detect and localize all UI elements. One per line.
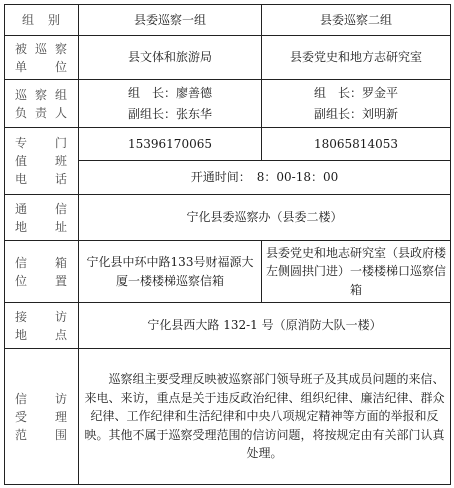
phone-row	[5, 128, 451, 161]
mail-address-value: 宁化县委巡察办（县委二楼）	[79, 195, 451, 241]
group1-mailbox: 宁化县中环中路133号财福源大厦一楼楼梯巡察信箱	[79, 241, 262, 303]
group1-name: 县委巡察一组	[79, 5, 262, 36]
group2-phone: 18065814053	[262, 128, 451, 161]
group2-leaders	[262, 80, 451, 128]
inspection-notice-table	[4, 4, 451, 485]
notice-container	[4, 4, 450, 484]
group1-leaders	[79, 80, 262, 128]
leaders-label: 巡察组 负责人	[5, 80, 79, 128]
group1-phone: 15396170065	[79, 128, 262, 161]
header-row	[5, 5, 451, 36]
phone-hours: 开通时间： 8：00-18：00	[79, 161, 451, 195]
scope-paragraph-2: 其他不属于巡察受理范围的信访问题，将按规定由有关部门认真处理。	[108, 427, 445, 461]
reception-value: 宁化县西大路 132-1 号（原消防大队一楼）	[79, 303, 451, 349]
inspected-unit-label: 被巡察 单 位	[5, 36, 79, 80]
group2-mailbox: 县委党史和地志研究室（县政府楼左侧圆拱门进）一楼楼梯口巡察信箱	[262, 241, 451, 303]
mailbox-row	[5, 241, 451, 303]
group1-inspected-unit: 县文体和旅游局	[79, 36, 262, 80]
scope-paragraph-1: 巡察组主要受理反映被巡察部门领导班子及其成员问题的来信、来电、来访，重点是关于违反政治纪律、组织纪律、廉洁纪律、群众纪律、工作纪律和生活纪律和中央八项规定精神等方面的举报和反映。	[84, 372, 445, 442]
group2-inspected-unit: 县委党史和地方志研究室	[262, 36, 451, 80]
group2-deputy-leader: 副组长：刘明新	[313, 106, 398, 121]
group2-name: 县委巡察二组	[262, 5, 451, 36]
reception-label: 接 访 地 点	[5, 303, 79, 349]
group2-leader: 组 长：罗金平	[313, 86, 398, 101]
inspected-unit-row	[5, 36, 451, 80]
scope-label: 信 访 受 理 范 围	[5, 349, 79, 485]
group1-leader: 组 长：廖善德	[127, 86, 212, 101]
group-label-cell: 组 别	[5, 5, 79, 36]
scope-row	[5, 349, 451, 485]
reception-row	[5, 303, 451, 349]
scope-text	[79, 349, 451, 485]
mailbox-label: 信 箱 位 置	[5, 241, 79, 303]
leaders-row	[5, 80, 451, 128]
mail-address-row	[5, 195, 451, 241]
mail-address-label: 通 信 地 址	[5, 195, 79, 241]
group1-deputy-leader: 副组长：张东华	[127, 106, 212, 121]
phone-label: 专 门 值 班 电 话	[5, 128, 79, 195]
